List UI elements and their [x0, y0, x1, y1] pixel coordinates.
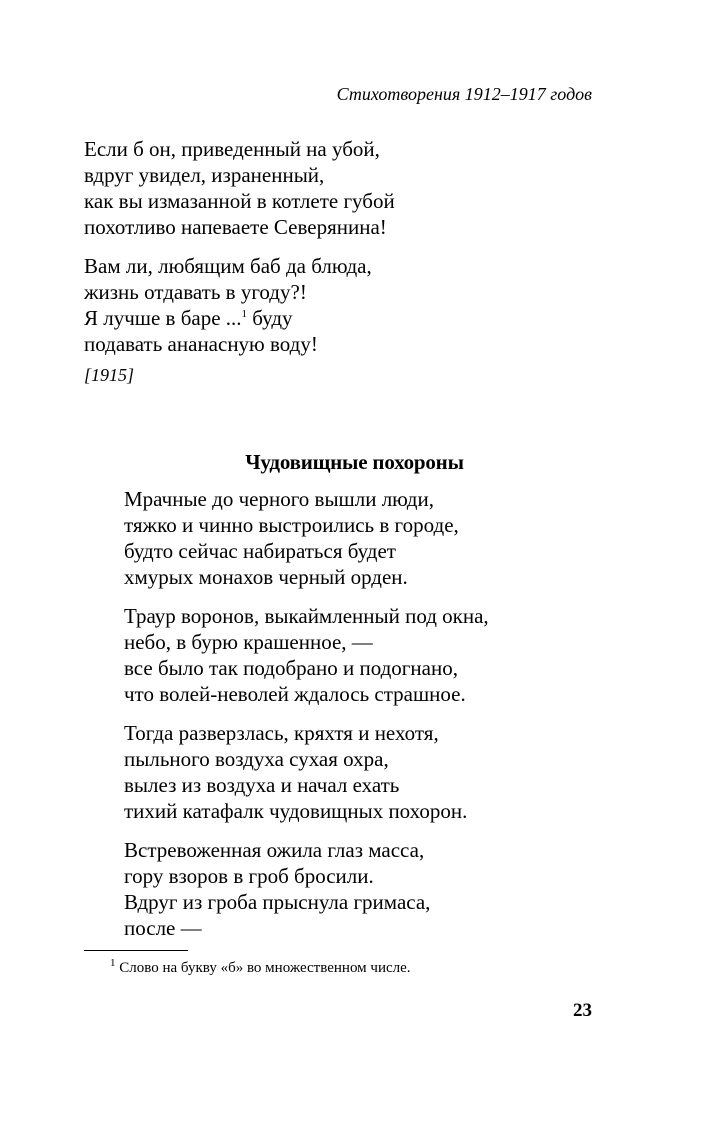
footnote — [110, 957, 411, 977]
poem-line: пыльного воздуха сухая охра, — [124, 747, 389, 771]
stanza — [124, 486, 709, 590]
poem-line-with-footnote — [84, 305, 709, 331]
poem-line: Встревоженная ожила глаз масса, — [124, 838, 425, 862]
bottom-poem — [124, 486, 709, 941]
poem-line: после — — [124, 916, 202, 940]
footnote-marker: 1 — [110, 957, 116, 969]
stanza — [124, 603, 709, 707]
poem-line: Траур воронов, выкаймленный под окна, — [124, 604, 489, 628]
top-poem — [84, 136, 709, 357]
poem-line: как вы измазанной в котлете губой — [84, 189, 395, 213]
poem-line-continuation: буду — [247, 306, 293, 330]
poem-title: Чудовищные похороны — [245, 450, 464, 474]
poem-line: тяжко и чинно выстроились в городе, — [124, 513, 459, 537]
poem-line: хмурых монахов черный орден. — [124, 565, 408, 589]
stanza — [124, 720, 709, 824]
poem-date: [1915] — [84, 365, 135, 385]
footnote-divider — [84, 950, 188, 951]
footnote-reference: 1 — [241, 308, 248, 320]
poem-line: Вдруг из гроба прыснула гримаса, — [124, 890, 431, 914]
page-number: 23 — [573, 1000, 592, 1021]
poem-line: гору взоров в гроб бросили. — [124, 864, 374, 888]
poem-line: Мрачные до черного вышли люди, — [124, 487, 434, 511]
poem-line-text: Я лучше в баре ... — [84, 306, 242, 330]
running-header: Стихотворения 1912–1917 годов — [336, 84, 592, 104]
poem-line: будто сейчас набираться будет — [124, 539, 396, 563]
stanza — [84, 136, 709, 240]
footnote-text: Слово на букву «б» во множественном числе. — [115, 960, 411, 976]
poem-line: Тогда разверзлась, кряхтя и нехотя, — [124, 721, 439, 745]
poem-line: что волей-неволей ждалось страшное. — [124, 682, 466, 706]
poem-line: подавать ананасную воду! — [84, 332, 318, 356]
poem-line: Если б он, приведенный на убой, — [84, 137, 380, 161]
stanza — [84, 253, 709, 357]
poem-line: вылез из воздуха и начал ехать — [124, 773, 400, 797]
stanza — [124, 837, 709, 941]
poem-line: тихий катафалк чудовищных похорон. — [124, 799, 468, 823]
poem-line: Вам ли, любящим баб да блюда, — [84, 254, 372, 278]
poem-line: жизнь отдавать в угоду?! — [84, 280, 307, 304]
poem-line: все было так подобрано и подогнано, — [124, 656, 458, 680]
poem-line: небо, в бурю крашенное, — — [124, 630, 373, 654]
poem-line: вдруг увидел, израненный, — [84, 163, 325, 187]
poem-line: похотливо напеваете Северянина! — [84, 215, 387, 239]
